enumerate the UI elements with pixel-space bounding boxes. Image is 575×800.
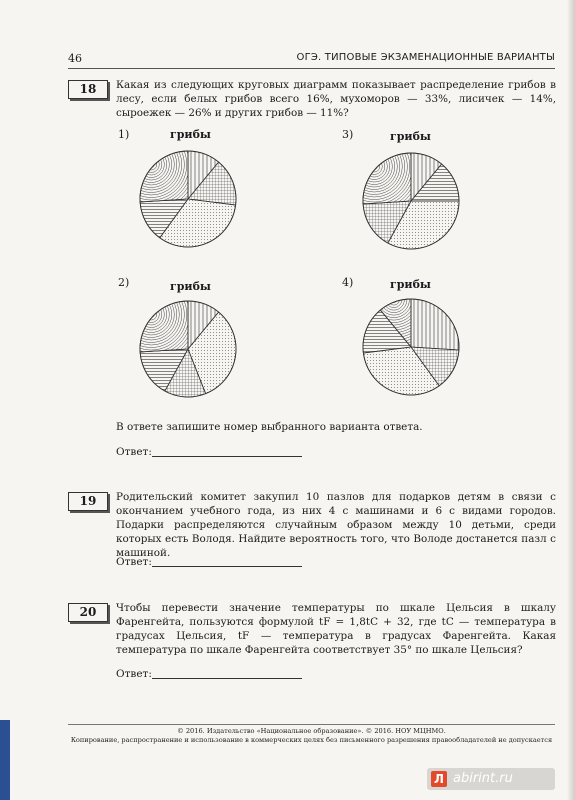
pie-title-4: грибы <box>390 278 431 291</box>
question-number-19: 19 <box>68 492 108 511</box>
question-18-text: Какая из следующих круговых диаграмм показывает распределение грибов в лесу, если белых грибов всего 16%, мухоморов — 33%, лисичек — 14%, сыроежек — 26% и других грибов — 11%? <box>116 79 556 119</box>
option-label-3: 3) <box>342 128 354 141</box>
footer-copyright: © 2016. Издательство «Национальное образование». © 2016. НОУ МЦНМО. <box>177 727 446 735</box>
pie-1-slice-5 <box>140 151 188 202</box>
option-label-1: 1) <box>118 128 130 141</box>
answer-label-20: Ответ: <box>116 668 152 680</box>
question-number-18: 18 <box>68 80 108 99</box>
pie-chart-1 <box>137 148 239 250</box>
labirint-watermark <box>427 768 555 790</box>
footer-notice: Копирование, распространение и использование в коммерческих целях без письменного разрешения правообладателей не допускается <box>70 736 553 744</box>
page-number: 46 <box>68 52 82 65</box>
pie-chart-2 <box>137 298 239 400</box>
option-label-2: 2) <box>118 276 130 289</box>
question-number-20: 20 <box>68 603 108 622</box>
question-20-text: Чтобы перевести значение температуры по шкале Цельсия в шкалу Фаренгейта, пользуются формулой tF = 1,8tC + 32, где tC — температура в градусах Цельсия, tF — температура в градусах Фаренгейта. Какая температура по шкале Фаренгейта соответствует 35° по шкале Цельсия? <box>116 602 556 656</box>
page-shadow <box>567 0 575 800</box>
binding-strip <box>0 720 10 800</box>
answer-field-18[interactable] <box>152 456 302 457</box>
pie-title-1: грибы <box>170 128 211 141</box>
pie-title-2: грибы <box>170 280 211 293</box>
pie-4-slice-1 <box>411 299 459 350</box>
option-label-4: 4) <box>342 276 354 289</box>
question-18-instruction: В ответе запишите номер выбранного варианта ответа. <box>116 421 423 433</box>
pie-title-3: грибы <box>390 130 431 143</box>
answer-label-18: Ответ: <box>116 446 152 458</box>
copyright-footer <box>68 724 555 745</box>
question-19-text: Родительский комитет закупил 10 пазлов для подарков детям в связи с окончанием учебного года, из них 4 с машинами и 6 с видами городов. Подарки распределяются случайным образом между 10 детьми, среди которых есть Володя. Найдите вероятность того, что Володе достанется пазл с машиной. <box>116 491 556 559</box>
answer-label-19: Ответ: <box>116 556 152 568</box>
pie-chart-3 <box>360 150 462 252</box>
pie-3-slice-5 <box>363 153 411 204</box>
answer-field-19[interactable] <box>152 566 302 567</box>
watermark-text: abirint.ru <box>453 771 513 786</box>
page-title: ОГЭ. ТИПОВЫЕ ЭКЗАМЕНАЦИОННЫЕ ВАРИАНТЫ <box>296 52 555 63</box>
pie-2-slice-5 <box>140 301 188 352</box>
pie-chart-4 <box>360 296 462 398</box>
labirint-logo-icon: Л <box>431 771 447 787</box>
page-header <box>68 52 555 69</box>
answer-field-20[interactable] <box>152 678 302 679</box>
